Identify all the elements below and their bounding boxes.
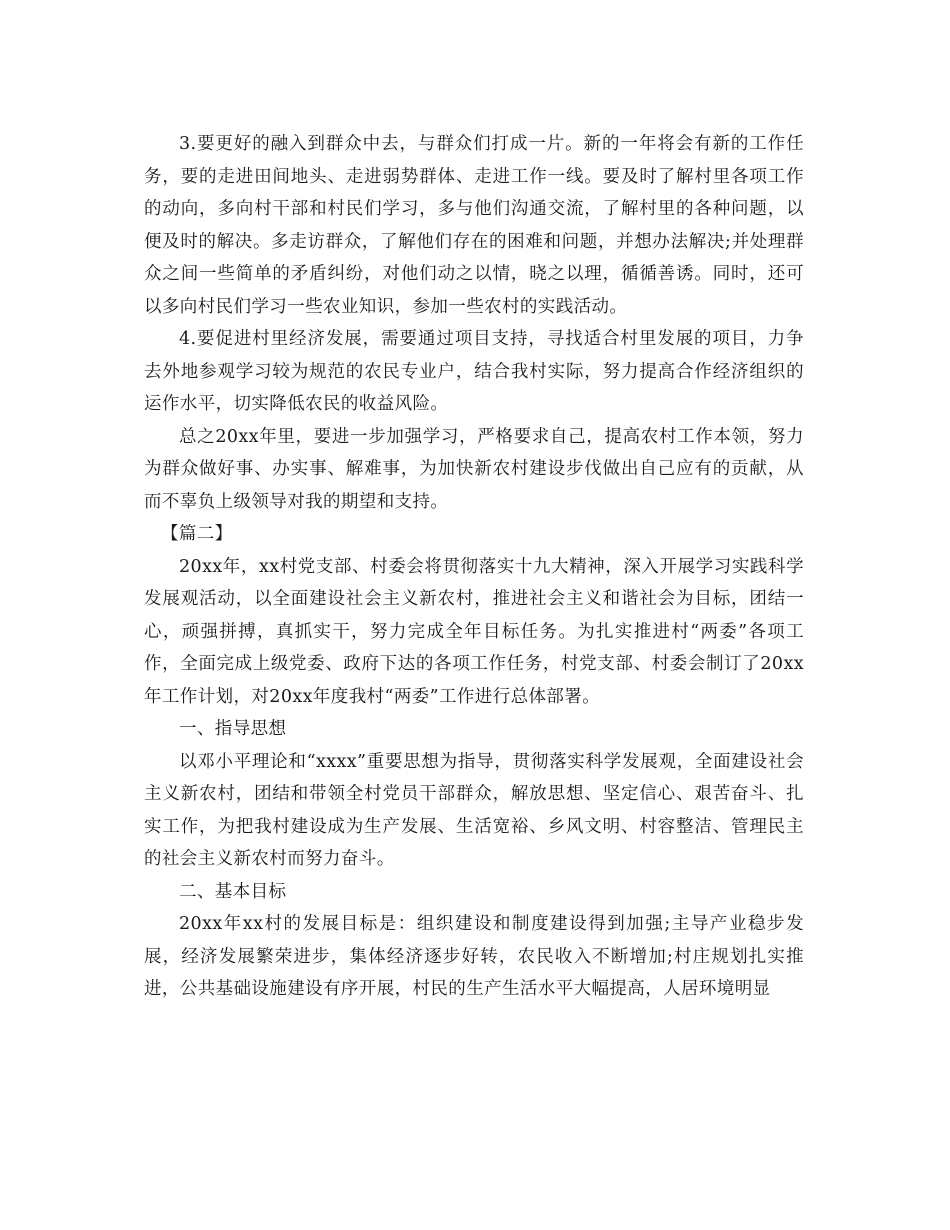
paragraph-item-4: 4.要促进村里经济发展，需要通过项目支持，寻找适合村里发展的项目，力争去外地参观学习较为规范的农民专业户，结合我村实际，努力提高合作经济组织的运作水平，切实降低农民的收益风险。	[144, 329, 804, 414]
document-page	[144, 128, 804, 1006]
paragraph-item-3: 3.要更好的融入到群众中去，与群众们打成一片。新的一年将会有新的工作任务，要的走进田间地头、走进弱势群体、走进工作一线。要及时了解村里各项工作的动向，多向村干部和村民们学习，多与他们沟通交流，了解村里的各种问题，以便及时的解决。多走访群众，了解他们存在的困难和问题，并想办法解决;并处理群众之间一些简单的矛盾纠纷，对他们动之以情，晓之以理，循循善诱。同时，还可以多向村民们学习一些农业知识，参加一些农村的实践活动。	[144, 134, 804, 317]
heading-basic-goals: 二、基本目标	[179, 881, 287, 902]
section-heading-part-two: 【篇二】	[161, 524, 233, 544]
paragraph-summary: 总之20xx年里，要进一步加强学习，严格要求自己，提高农村工作本领，努力为群众做好事、办实事、解难事，为加快新农村建设步伐做出自己应有的贡献，从而不辜负上级领导对我的期望和支持。	[144, 426, 804, 512]
paragraph-intro: 20xx年，xx村党支部、村委会将贯彻落实十九大精神，深入开展学习实践科学发展观活动，以全面建设社会主义新农村，推进社会主义和谐社会为目标，团结一心，顽强拼搏，真抓实干，努力完成全年目标任务。为扎实推进村“两委”各项工作，全面完成上级党委、政府下达的各项工作任务，村党支部、村委会制订了20xx年工作计划，对20xx年度我村“两委”工作进行总体部署。	[144, 556, 804, 707]
paragraph-basic-goals: 20xx年xx村的发展目标是：组织建设和制度建设得到加强;主导产业稳步发展，经济发展繁荣进步，集体经济逐步好转，农民收入不断增加;村庄规划扎实推进，公共基础设施建设有序开展，村民的生产生活水平大幅提高，人居环境明显	[144, 914, 804, 999]
paragraph-guiding-ideology: 以邓小平理论和“xxxx”重要思想为指导，贯彻落实科学发展观，全面建设社会主义新农村，团结和带领全村党员干部群众，解放思想、坚定信心、艰苦奋斗、扎实工作，为把我村建设成为生产发展、生活宽裕、乡风文明、村容整洁、管理民主的社会主义新农村而努力奋斗。	[144, 751, 804, 869]
heading-guiding-ideology: 一、指导思想	[179, 719, 287, 739]
